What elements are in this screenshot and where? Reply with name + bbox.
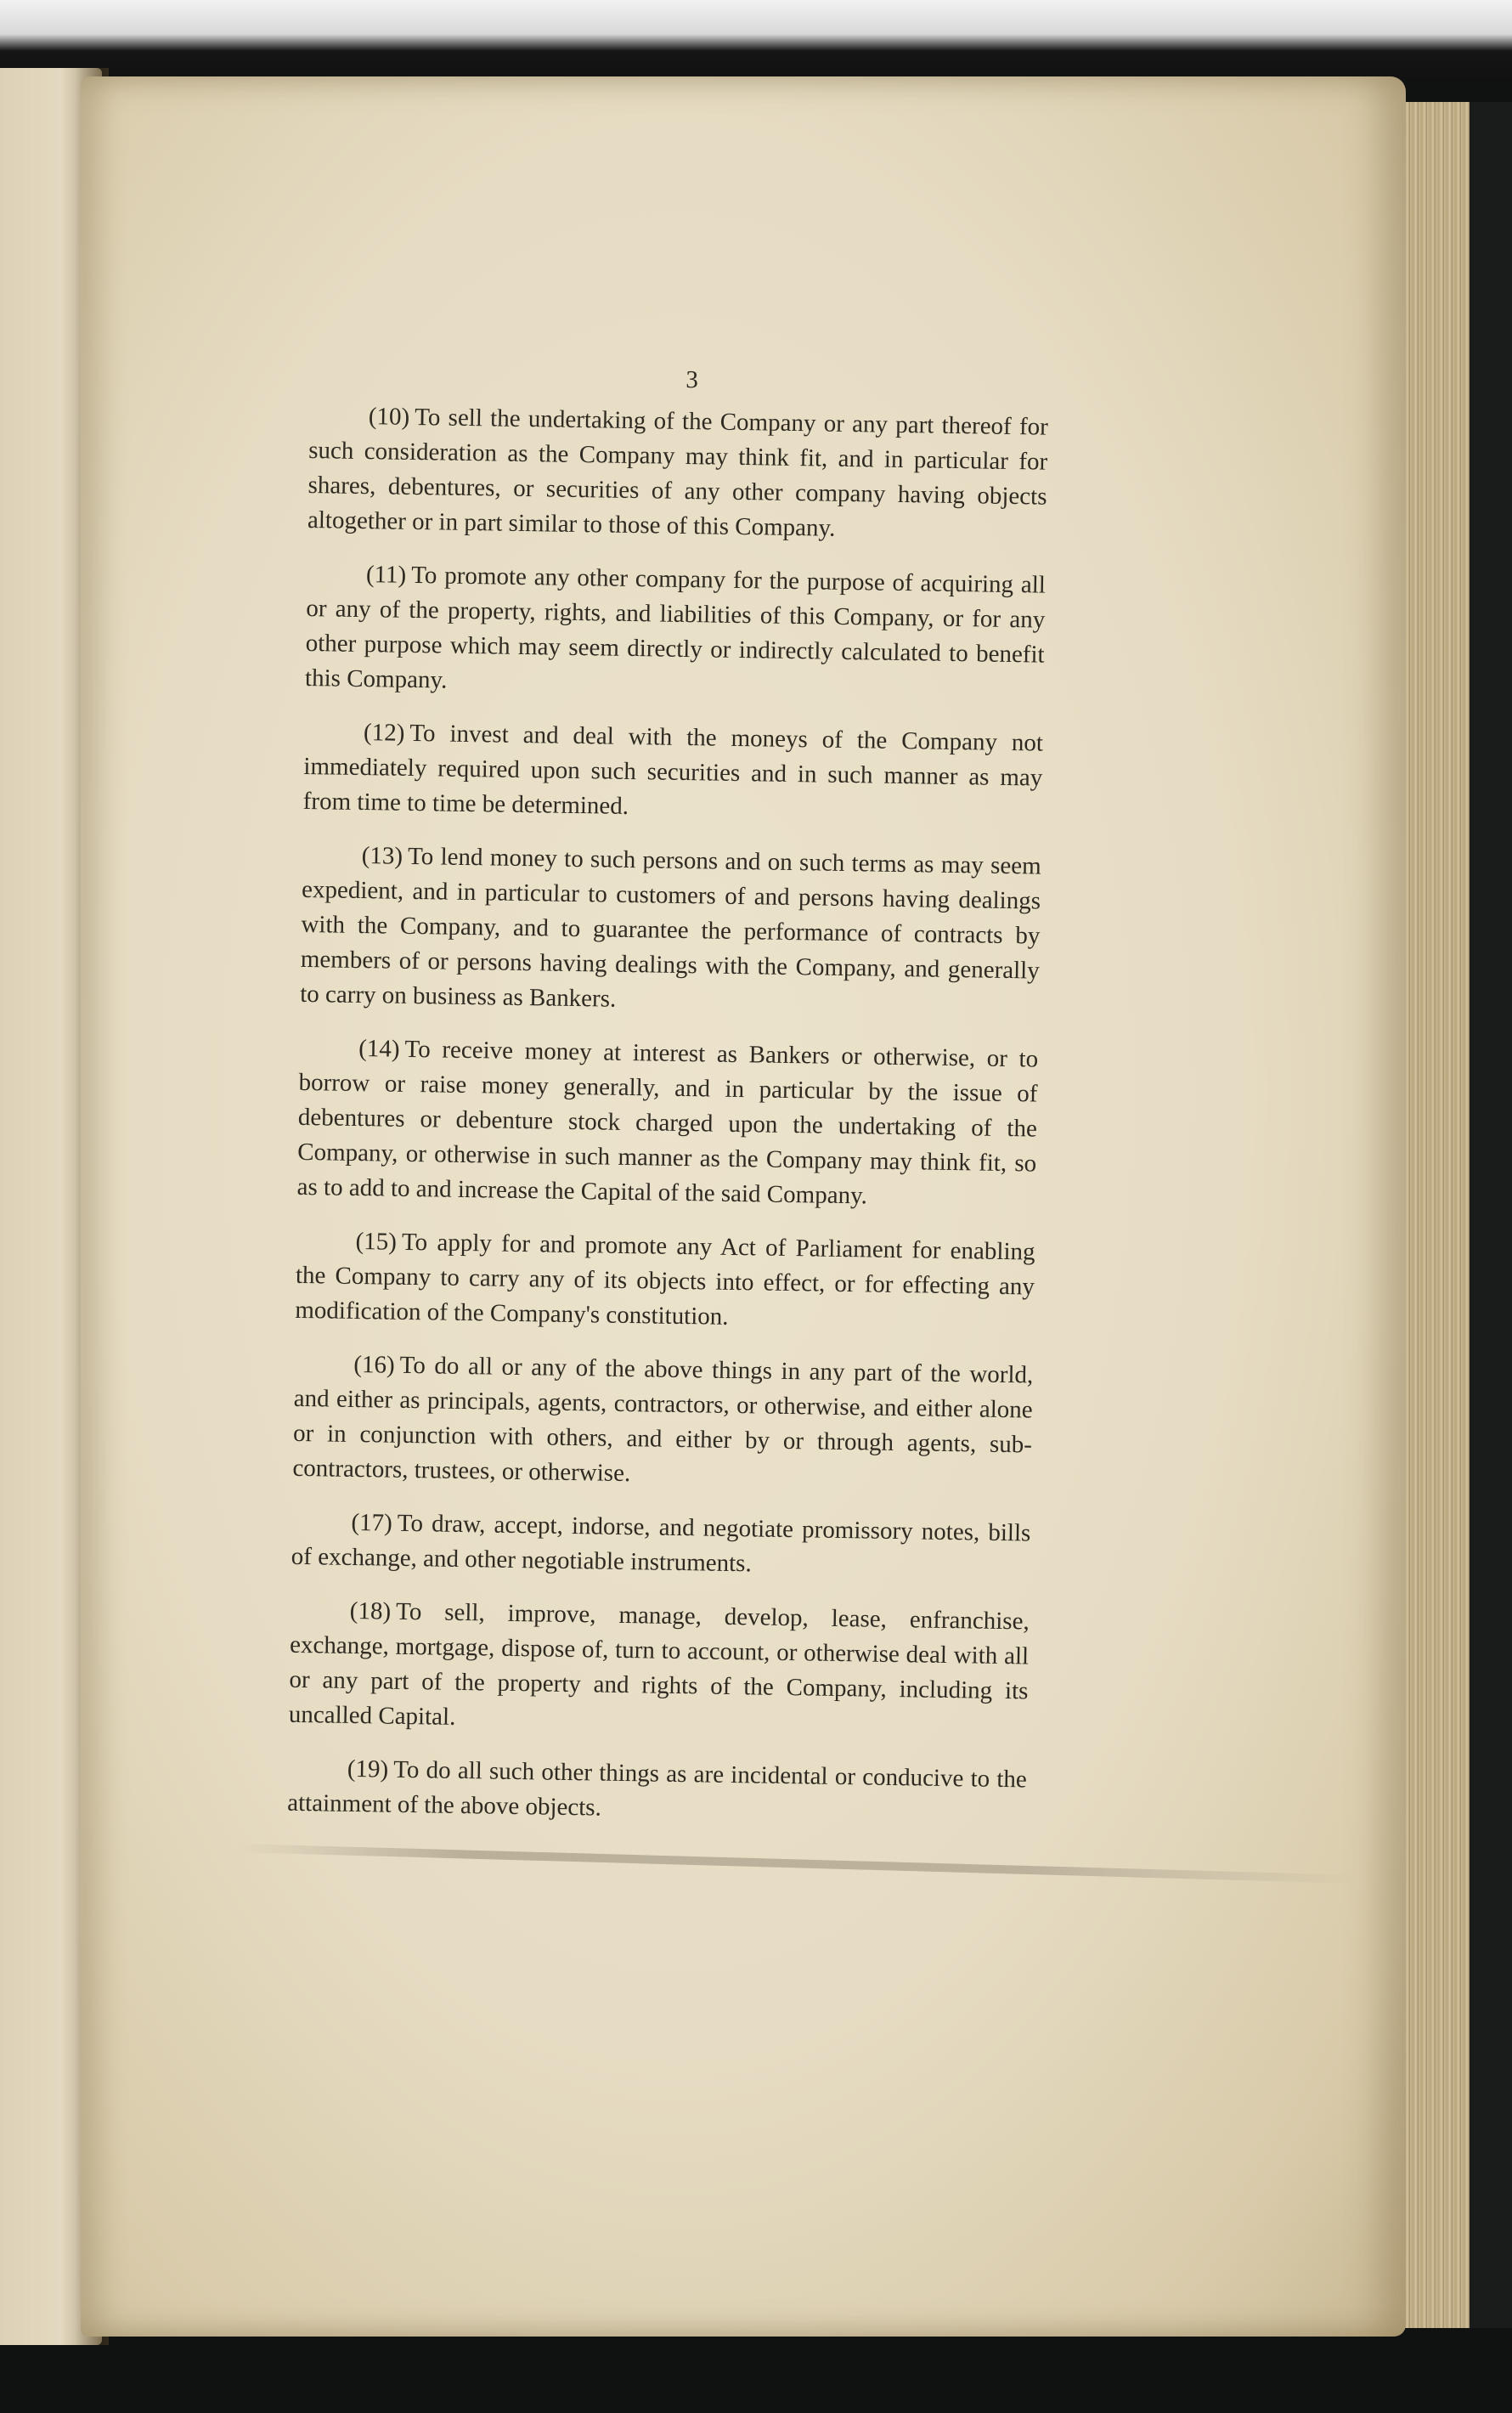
clause-text: To sell the undertaking of the Company or any part thereof for such consideration as the Company may think fit, and in particular for shares, debentures, or securities of any other company having objects altogether or in part similar to those of this Company. bbox=[307, 403, 1049, 542]
clause-number: (10) bbox=[368, 403, 410, 431]
clause-15 bbox=[295, 1223, 1035, 1340]
clause-number: (18) bbox=[349, 1596, 392, 1625]
clause-number: (11) bbox=[365, 561, 407, 589]
clause-number: (13) bbox=[361, 842, 403, 870]
page-number: 3 bbox=[685, 365, 699, 394]
clause-text: To apply for and promote any Act of Parliament for enabling the Company to carry any of its objects into effect, or for effecting any modification of the Company's constitution. bbox=[295, 1228, 1035, 1331]
clause-text: To do all or any of the above things in any part of the world, and either as principals, agents, contractors, or otherwise, and either alone or in conjunction with others, and either by or through agents, sub-contractors, trustees, or otherwise. bbox=[292, 1351, 1034, 1488]
clause-12 bbox=[302, 715, 1043, 831]
clause-11 bbox=[305, 557, 1046, 708]
clause-text: To lend money to such persons and on such terms as may seem expedient, and in particular to customers of and persons having dealings with the Company, and to guarantee the performance of contracts by members of or persons having dealings with the Company, and generally to carry on business as Bankers. bbox=[299, 842, 1041, 1013]
clause-16 bbox=[292, 1347, 1033, 1498]
clause-18 bbox=[289, 1593, 1030, 1744]
clause-17 bbox=[291, 1505, 1030, 1586]
clause-13 bbox=[300, 838, 1041, 1024]
clause-text: To invest and deal with the moneys of the Company not immediately required upon such securities and in such manner as may from time to time be determined. bbox=[302, 719, 1044, 820]
clause-19 bbox=[287, 1751, 1027, 1833]
clause-text: To receive money at interest as Bankers or otherwise, or to borrow or raise money generally, and in particular by the issue of debentures or debenture stock charged upon the undertaking of the Company, or otherwise in such manner as the Company may think fit, so as to add to and increase the Capital of the said Company. bbox=[296, 1035, 1039, 1210]
page-text-block bbox=[287, 357, 1049, 1851]
clause-10 bbox=[307, 398, 1048, 550]
clause-text: To do all such other things as are incidental or conducive to the attainment of the above objects. bbox=[287, 1755, 1028, 1822]
clause-text: To draw, accept, indorse, and negotiate promissory notes, bills of exchange, and other negotiable instruments. bbox=[291, 1509, 1031, 1578]
scan-backdrop bbox=[0, 0, 1512, 81]
clause-number: (15) bbox=[355, 1227, 398, 1256]
clause-14 bbox=[296, 1031, 1038, 1217]
clause-text: To sell, improve, manage, develop, lease, enfranchise, exchange, mortgage, dispose of, turn to account, or otherwise deal with all or any part of the property and rights of the Company, including its uncalled Capital. bbox=[288, 1597, 1030, 1731]
clause-number: (16) bbox=[353, 1350, 395, 1379]
clause-number: (19) bbox=[347, 1755, 389, 1783]
clause-number: (17) bbox=[351, 1508, 393, 1537]
book-cover-edge bbox=[1470, 102, 1512, 2328]
clause-number: (12) bbox=[363, 719, 405, 747]
clause-text: To promote any other company for the purpose of acquiring all or any of the property, rights, and liabilities of this Company, or for any other purpose which may seem directly or indirectly calculated to benefit this Company. bbox=[304, 561, 1047, 694]
clause-number: (14) bbox=[358, 1035, 400, 1063]
